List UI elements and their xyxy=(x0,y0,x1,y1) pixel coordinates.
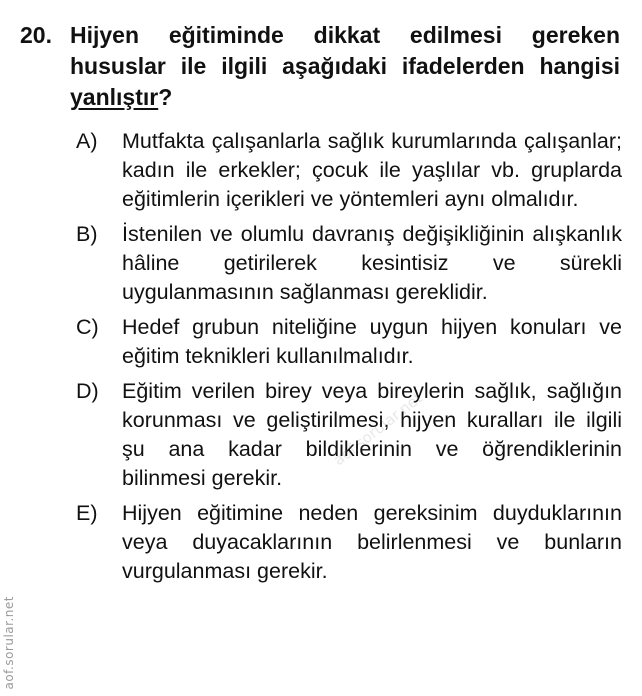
option-d[interactable] xyxy=(76,377,622,493)
question xyxy=(20,20,620,113)
option-e[interactable] xyxy=(76,499,622,586)
option-c[interactable] xyxy=(76,313,622,371)
question-number: 20. xyxy=(20,22,52,48)
option-letter: C) xyxy=(76,315,99,339)
option-letter: D) xyxy=(76,379,99,403)
question-mark: ? xyxy=(158,84,173,110)
question-stem xyxy=(70,20,620,113)
answer-options xyxy=(76,127,622,592)
option-text: Hedef grubun niteliğine uygun hijyen konuları ve eğitim teknikleri kullanılmalıdır. xyxy=(122,315,622,368)
question-emphasis: yanlıştır xyxy=(70,84,159,110)
option-b[interactable] xyxy=(76,220,622,307)
option-a[interactable] xyxy=(76,127,622,214)
option-text: Mutfakta çalışanlarla sağlık kurumlarında çalışanlar; kadın ile erkekler; çocuk ile yaşlılar vb. gruplarda eğitimlerin içerikleri ve yöntemleri aynı olmalıdır. xyxy=(122,129,622,211)
side-watermark: aof.sorular.net xyxy=(2,596,16,690)
diagonal-watermark: aof.sorular.net xyxy=(330,388,426,470)
option-letter: B) xyxy=(76,222,98,246)
option-letter: E) xyxy=(76,501,98,525)
option-text: Eğitim verilen birey veya bireylerin sağlık, sağlığın korunması ve geliştirilmesi, hijyen kuralları ile ilgili şu ana kadar bildiklerinin ve öğrendiklerinin bilinmesi gerekir. xyxy=(122,379,622,490)
option-text: Hijyen eğitimine neden gereksinim duyduklarının veya duyacaklarının belirlenmesi ve bunların vurgulanması gerekir. xyxy=(122,501,622,583)
question-text: Hijyen eğitiminde dikkat edilmesi gereken hususlar ile ilgili aşağıdaki ifadelerden hangisi xyxy=(70,22,620,79)
option-text: İstenilen ve olumlu davranış değişikliğinin alışkanlık hâline getirilerek kesintisiz ve sürekli uygulanmasının sağlanması gereklidir. xyxy=(122,222,622,304)
option-letter: A) xyxy=(76,129,98,153)
